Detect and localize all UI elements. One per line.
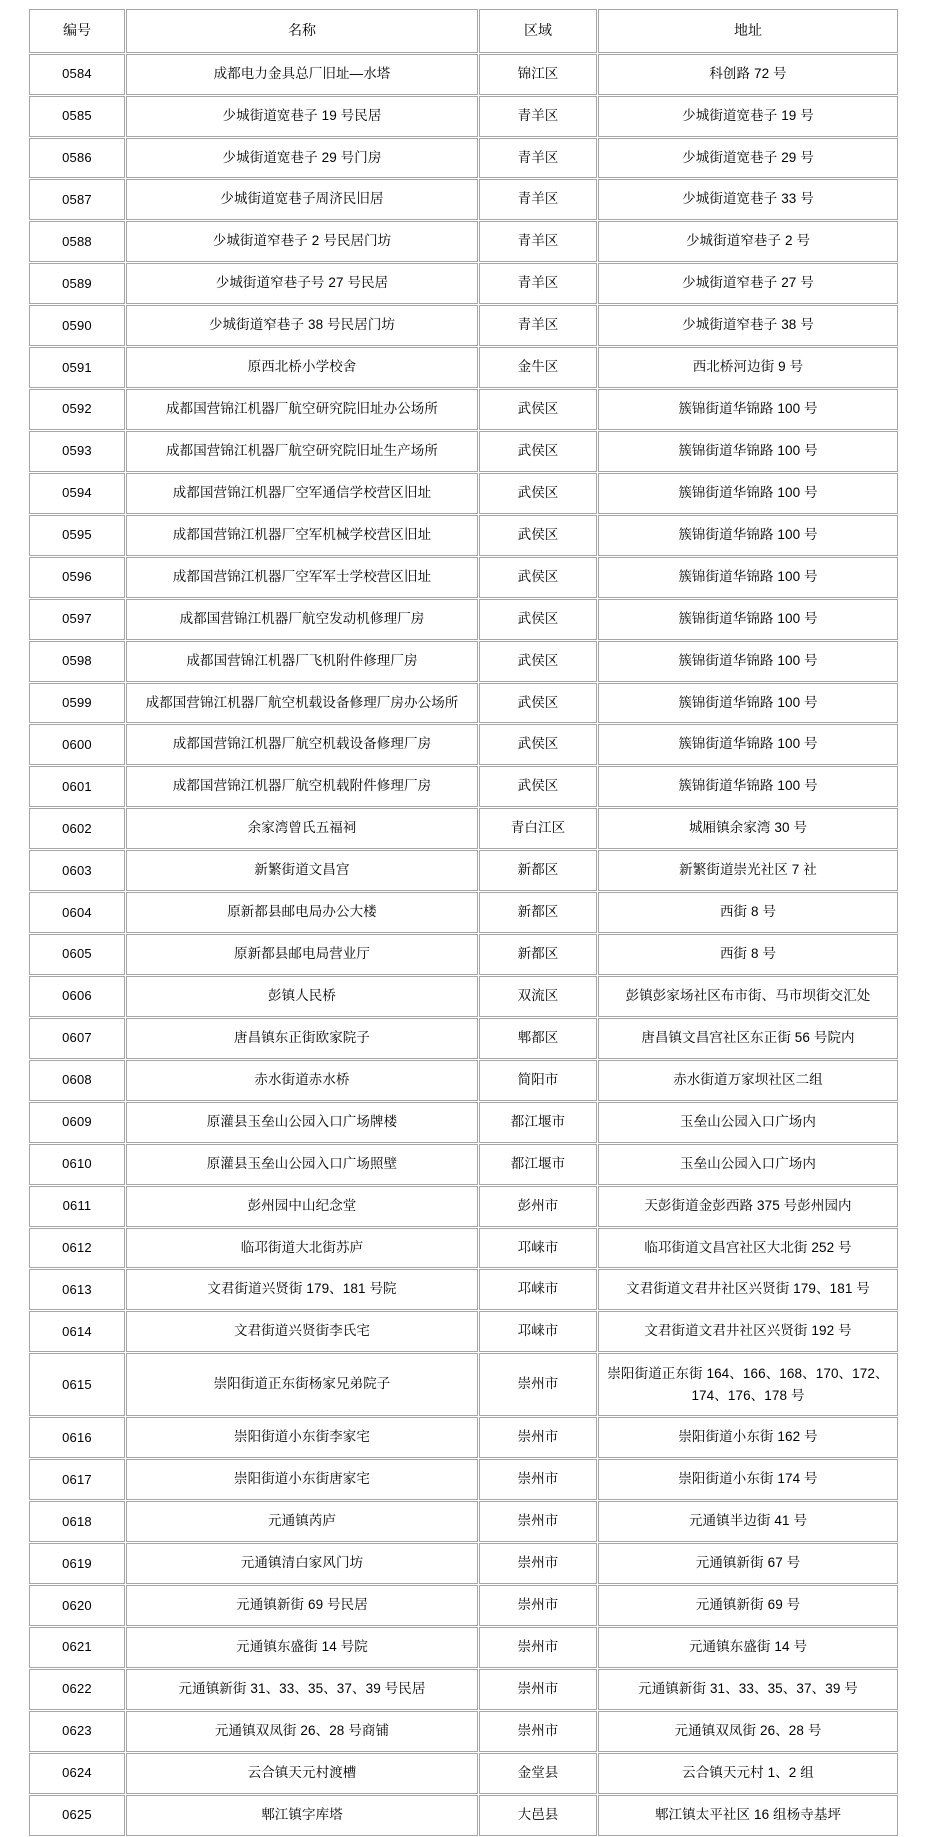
cell-area: 简阳市 [479,1060,597,1101]
table-row [29,1018,898,1059]
cell-name: 元通镇双凤街 26、28 号商铺 [126,1711,478,1752]
cell-area: 都江堰市 [479,1102,597,1143]
cell-address: 城厢镇余家湾 30 号 [598,808,898,849]
cell-id: 0623 [29,1711,125,1752]
cell-name: 唐昌镇东正街欧家院子 [126,1018,478,1059]
table-row [29,850,898,891]
table-row [29,976,898,1017]
cell-id: 0625 [29,1795,125,1836]
cell-name: 文君街道兴贤街李氏宅 [126,1311,478,1352]
cell-name: 少城街道宽巷子 29 号门房 [126,138,478,179]
cell-id: 0622 [29,1669,125,1710]
cell-address: 崇阳街道小东街 162 号 [598,1417,898,1458]
cell-area: 崇州市 [479,1585,597,1626]
cell-address: 文君街道文君井社区兴贤街 179、181 号 [598,1269,898,1310]
table-row [29,1102,898,1143]
cell-address: 少城街道宽巷子 19 号 [598,96,898,137]
table-row [29,515,898,556]
cell-name: 成都国营锦江机器厂空军通信学校营区旧址 [126,473,478,514]
table-row [29,934,898,975]
cell-area: 郫都区 [479,1018,597,1059]
cell-id: 0604 [29,892,125,933]
table-row [29,138,898,179]
cell-id: 0595 [29,515,125,556]
cell-name: 成都国营锦江机器厂航空机载设备修理厂房办公场所 [126,683,478,724]
table-row [29,473,898,514]
heritage-listing-table [28,8,899,1837]
cell-id: 0614 [29,1311,125,1352]
cell-address: 簇锦街道华锦路 100 号 [598,515,898,556]
cell-area: 武侯区 [479,724,597,765]
table-row [29,599,898,640]
cell-name: 元通镇新街 69 号民居 [126,1585,478,1626]
cell-address: 新繁街道崇光社区 7 社 [598,850,898,891]
column-header-area: 区域 [479,9,597,53]
cell-area: 青羊区 [479,263,597,304]
cell-address: 少城街道宽巷子 33 号 [598,179,898,220]
cell-id: 0624 [29,1753,125,1794]
cell-id: 0621 [29,1627,125,1668]
cell-area: 双流区 [479,976,597,1017]
cell-id: 0591 [29,347,125,388]
cell-id: 0587 [29,179,125,220]
cell-name: 元通镇东盛街 14 号院 [126,1627,478,1668]
table-row [29,1417,898,1458]
cell-area: 青羊区 [479,179,597,220]
cell-id: 0605 [29,934,125,975]
cell-name: 原新都县邮电局办公大楼 [126,892,478,933]
table-row [29,221,898,262]
cell-id: 0589 [29,263,125,304]
table-row [29,1353,898,1416]
cell-id: 0620 [29,1585,125,1626]
cell-area: 青羊区 [479,221,597,262]
cell-name: 临邛街道大北街苏庐 [126,1228,478,1269]
table-row [29,683,898,724]
table-row [29,305,898,346]
cell-name: 赤水街道赤水桥 [126,1060,478,1101]
cell-id: 0608 [29,1060,125,1101]
cell-name: 余家湾曾氏五福祠 [126,808,478,849]
cell-name: 元通镇新街 31、33、35、37、39 号民居 [126,1669,478,1710]
cell-area: 彭州市 [479,1186,597,1227]
cell-area: 武侯区 [479,431,597,472]
cell-name: 原灌县玉垒山公园入口广场照壁 [126,1144,478,1185]
table-header-row [29,9,898,53]
cell-address: 彭镇彭家场社区布市街、马市坝街交汇处 [598,976,898,1017]
cell-address: 云合镇天元村 1、2 组 [598,1753,898,1794]
cell-id: 0594 [29,473,125,514]
cell-name: 元通镇芮庐 [126,1501,478,1542]
cell-name: 原灌县玉垒山公园入口广场牌楼 [126,1102,478,1143]
table-row [29,1753,898,1794]
cell-id: 0617 [29,1459,125,1500]
cell-area: 崇州市 [479,1417,597,1458]
cell-area: 新都区 [479,934,597,975]
cell-id: 0600 [29,724,125,765]
cell-id: 0590 [29,305,125,346]
table-row [29,389,898,430]
cell-address: 元通镇双凤街 26、28 号 [598,1711,898,1752]
cell-name: 郫江镇字库塔 [126,1795,478,1836]
cell-address: 唐昌镇文昌宫社区东正街 56 号院内 [598,1018,898,1059]
cell-address: 玉垒山公园入口广场内 [598,1102,898,1143]
cell-name: 少城街道宽巷子周济民旧居 [126,179,478,220]
cell-address: 元通镇新街 69 号 [598,1585,898,1626]
cell-area: 武侯区 [479,641,597,682]
column-header-name: 名称 [126,9,478,53]
cell-id: 0588 [29,221,125,262]
cell-id: 0593 [29,431,125,472]
cell-address: 元通镇新街 31、33、35、37、39 号 [598,1669,898,1710]
cell-id: 0610 [29,1144,125,1185]
cell-id: 0612 [29,1228,125,1269]
cell-area: 武侯区 [479,473,597,514]
cell-area: 青羊区 [479,138,597,179]
cell-id: 0619 [29,1543,125,1584]
cell-area: 武侯区 [479,557,597,598]
table-row [29,1311,898,1352]
cell-name: 原西北桥小学校舍 [126,347,478,388]
cell-address: 临邛街道文昌宫社区大北街 252 号 [598,1228,898,1269]
table-row [29,1186,898,1227]
table-row [29,1144,898,1185]
cell-address: 西北桥河边街 9 号 [598,347,898,388]
cell-area: 都江堰市 [479,1144,597,1185]
cell-id: 0618 [29,1501,125,1542]
cell-area: 新都区 [479,892,597,933]
cell-address: 少城街道窄巷子 38 号 [598,305,898,346]
cell-name: 成都国营锦江机器厂航空机载设备修理厂房 [126,724,478,765]
cell-name: 崇阳街道小东街李家宅 [126,1417,478,1458]
cell-area: 武侯区 [479,683,597,724]
cell-address: 科创路 72 号 [598,54,898,95]
table-row [29,641,898,682]
table-row [29,179,898,220]
table-row [29,347,898,388]
cell-address: 簇锦街道华锦路 100 号 [598,557,898,598]
cell-id: 0598 [29,641,125,682]
cell-name: 成都国营锦江机器厂空军机械学校营区旧址 [126,515,478,556]
cell-address: 少城街道宽巷子 29 号 [598,138,898,179]
table-row [29,1060,898,1101]
cell-id: 0599 [29,683,125,724]
cell-id: 0609 [29,1102,125,1143]
cell-area: 武侯区 [479,766,597,807]
table-header [29,9,898,53]
cell-address: 簇锦街道华锦路 100 号 [598,766,898,807]
cell-address: 元通镇新街 67 号 [598,1543,898,1584]
table-row [29,1501,898,1542]
table-row [29,1269,898,1310]
cell-address: 西街 8 号 [598,934,898,975]
cell-area: 邛崃市 [479,1311,597,1352]
cell-area: 大邑县 [479,1795,597,1836]
cell-name: 少城街道窄巷子 2 号民居门坊 [126,221,478,262]
cell-name: 少城街道窄巷子 38 号民居门坊 [126,305,478,346]
cell-area: 新都区 [479,850,597,891]
cell-name: 成都国营锦江机器厂航空研究院旧址办公场所 [126,389,478,430]
cell-area: 青羊区 [479,305,597,346]
cell-id: 0616 [29,1417,125,1458]
cell-name: 崇阳街道小东街唐家宅 [126,1459,478,1500]
cell-address: 崇阳街道正东街 164、166、168、170、172、174、176、178 号 [598,1353,898,1416]
cell-id: 0611 [29,1186,125,1227]
cell-name: 彭镇人民桥 [126,976,478,1017]
table-row [29,724,898,765]
cell-address: 郫江镇太平社区 16 组杨寺基坪 [598,1795,898,1836]
cell-area: 崇州市 [479,1669,597,1710]
cell-area: 崇州市 [479,1501,597,1542]
table-row [29,766,898,807]
cell-area: 武侯区 [479,389,597,430]
cell-address: 元通镇半边街 41 号 [598,1501,898,1542]
cell-area: 金堂县 [479,1753,597,1794]
table-row [29,557,898,598]
column-header-addr: 地址 [598,9,898,53]
cell-address: 少城街道窄巷子 27 号 [598,263,898,304]
table-row [29,1795,898,1836]
cell-name: 成都国营锦江机器厂飞机附件修理厂房 [126,641,478,682]
cell-id: 0585 [29,96,125,137]
cell-address: 簇锦街道华锦路 100 号 [598,724,898,765]
cell-area: 金牛区 [479,347,597,388]
cell-area: 崇州市 [479,1711,597,1752]
cell-address: 赤水街道万家坝社区二组 [598,1060,898,1101]
cell-address: 簇锦街道华锦路 100 号 [598,431,898,472]
table-row [29,1459,898,1500]
cell-name: 少城街道窄巷子号 27 号民居 [126,263,478,304]
cell-name: 成都电力金具总厂旧址—水塔 [126,54,478,95]
cell-id: 0601 [29,766,125,807]
cell-area: 邛崃市 [479,1228,597,1269]
table-body [29,54,898,1836]
cell-area: 武侯区 [479,515,597,556]
cell-name: 彭州园中山纪念堂 [126,1186,478,1227]
cell-name: 原新都县邮电局营业厅 [126,934,478,975]
table-row [29,892,898,933]
table-row [29,808,898,849]
table-row [29,1585,898,1626]
cell-name: 成都国营锦江机器厂空军军士学校营区旧址 [126,557,478,598]
cell-area: 武侯区 [479,599,597,640]
cell-area: 青羊区 [479,96,597,137]
cell-id: 0607 [29,1018,125,1059]
cell-name: 元通镇清白家风门坊 [126,1543,478,1584]
cell-name: 少城街道宽巷子 19 号民居 [126,96,478,137]
cell-id: 0615 [29,1353,125,1416]
table-row [29,96,898,137]
cell-area: 崇州市 [479,1353,597,1416]
cell-address: 簇锦街道华锦路 100 号 [598,473,898,514]
cell-name: 云合镇天元村渡槽 [126,1753,478,1794]
cell-id: 0606 [29,976,125,1017]
table-row [29,1627,898,1668]
cell-address: 文君街道文君井社区兴贤街 192 号 [598,1311,898,1352]
cell-name: 成都国营锦江机器厂航空机载附件修理厂房 [126,766,478,807]
cell-address: 簇锦街道华锦路 100 号 [598,599,898,640]
table-row [29,1543,898,1584]
table-row [29,431,898,472]
cell-id: 0603 [29,850,125,891]
cell-name: 崇阳街道正东街杨家兄弟院子 [126,1353,478,1416]
column-header-id: 编号 [29,9,125,53]
cell-area: 锦江区 [479,54,597,95]
cell-address: 元通镇东盛街 14 号 [598,1627,898,1668]
cell-id: 0596 [29,557,125,598]
cell-area: 青白江区 [479,808,597,849]
cell-address: 西街 8 号 [598,892,898,933]
cell-address: 少城街道窄巷子 2 号 [598,221,898,262]
cell-address: 簇锦街道华锦路 100 号 [598,683,898,724]
table-row [29,1711,898,1752]
table-row [29,1669,898,1710]
cell-address: 簇锦街道华锦路 100 号 [598,641,898,682]
table-row [29,54,898,95]
cell-area: 崇州市 [479,1627,597,1668]
table-row [29,263,898,304]
table-row [29,1228,898,1269]
cell-id: 0597 [29,599,125,640]
cell-area: 崇州市 [479,1543,597,1584]
cell-area: 崇州市 [479,1459,597,1500]
cell-name: 成都国营锦江机器厂航空发动机修理厂房 [126,599,478,640]
cell-name: 文君街道兴贤街 179、181 号院 [126,1269,478,1310]
cell-address: 崇阳街道小东街 174 号 [598,1459,898,1500]
cell-name: 新繁街道文昌宫 [126,850,478,891]
cell-name: 成都国营锦江机器厂航空研究院旧址生产场所 [126,431,478,472]
cell-address: 天彭街道金彭西路 375 号彭州园内 [598,1186,898,1227]
cell-address: 簇锦街道华锦路 100 号 [598,389,898,430]
cell-id: 0586 [29,138,125,179]
cell-area: 邛崃市 [479,1269,597,1310]
cell-id: 0584 [29,54,125,95]
cell-id: 0613 [29,1269,125,1310]
cell-id: 0602 [29,808,125,849]
cell-id: 0592 [29,389,125,430]
cell-address: 玉垒山公园入口广场内 [598,1144,898,1185]
